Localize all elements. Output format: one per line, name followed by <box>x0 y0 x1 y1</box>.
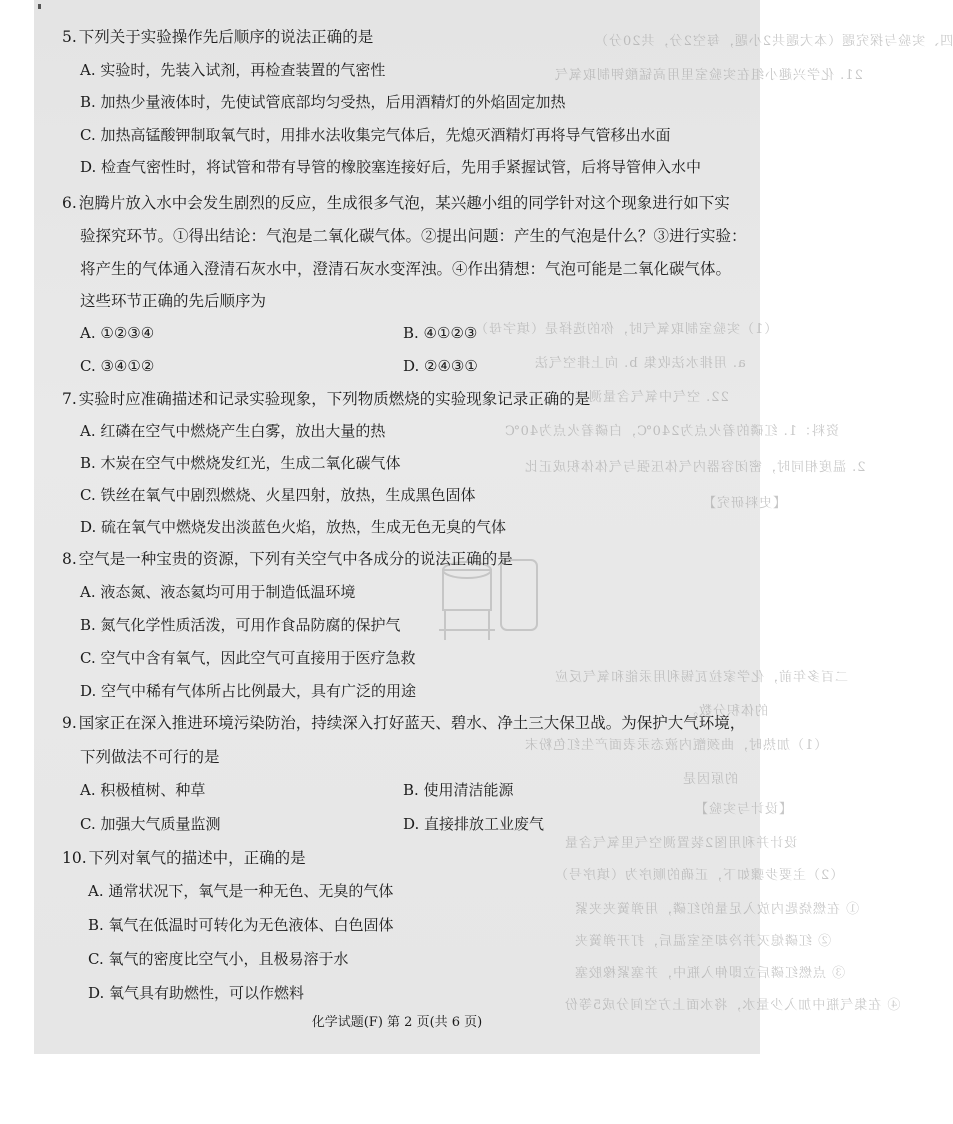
show-through: 资料：1. 红磷的着火点为240℃，白磷着火点为40℃ <box>504 424 839 439</box>
show-through: 2. 温度相同时，密闭容器内气体压强与气体体积成正比 <box>524 460 866 475</box>
page-footer: 化学试题(F) 第 2 页(共 6 页) <box>311 1015 483 1030</box>
question-5-option-a: A. 实验时，先装入试剂，再检查装置的气密性 <box>80 61 386 79</box>
question-7 <box>62 389 590 409</box>
question-7-option-b: B. 木炭在空气中燃烧发红光，生成二氧化碳气体 <box>80 454 401 472</box>
question-5 <box>62 27 373 47</box>
question-6-option-b: B. ④①②③ <box>403 324 478 342</box>
question-6-option-c: C. ③④①② <box>80 357 155 375</box>
show-through: 21. 化学兴趣小组在实验室里用高锰酸钾制取氧气 <box>554 68 863 83</box>
question-6-stem-line-2: 验探究环节。①得出结论：气泡是二氧化碳气体。②提出问题：产生的气泡是什么？③进行实验： <box>80 227 747 245</box>
question-number: 8. <box>62 550 77 568</box>
question-9-option-c: C. 加强大气质量监测 <box>80 815 221 833</box>
show-through: ② 红磷熄灭并冷却至室温后，打开弹簧夹 <box>574 934 832 949</box>
show-through: 的体积分数。 <box>684 704 769 719</box>
question-8-option-b: B. 氮气化学性质活泼，可用作食品防腐的保护气 <box>80 616 401 634</box>
question-number: 6. <box>62 194 77 212</box>
question-6-option-d: D. ②④③① <box>403 357 478 375</box>
question-10-option-a: A. 通常状况下，氧气是一种无色、无臭的气体 <box>88 882 394 900</box>
show-through: ① 在燃烧匙内放入足量的红磷，用弹簧夹夹紧 <box>574 902 860 917</box>
show-through: （2）主要步骤如下，正确的顺序为（填序号） <box>554 868 844 883</box>
question-8-option-d: D. 空气中稀有气体所占比例最大，具有广泛的用途 <box>80 682 417 700</box>
question-number: 5. <box>62 28 77 46</box>
question-9 <box>62 713 745 733</box>
question-8 <box>62 549 513 569</box>
question-9-option-a: A. 积极植树、种草 <box>80 781 206 799</box>
show-through: 设计并利用图2装置测空气里氧气含量 <box>564 836 798 851</box>
question-number: 9. <box>62 714 77 732</box>
question-10-option-c: C. 氧气的密度比空气小，且极易溶于水 <box>88 950 349 968</box>
question-9-option-d: D. 直接排放工业废气 <box>403 815 545 833</box>
question-stem: 空气是一种宝贵的资源，下列有关空气中各成分的说法正确的是 <box>78 550 513 568</box>
question-6-stem-line-4: 这些环节正确的先后顺序为 <box>80 292 267 310</box>
question-stem: 下列对氧气的描述中，正确的是 <box>88 849 306 867</box>
question-5-option-d: D. 检查气密性时，将试管和带有导管的橡胶塞连接好后，先用手紧握试管，后将导管伸入水中 <box>80 158 702 176</box>
question-5-option-c: C. 加热高锰酸钾制取氧气时，用排水法收集完气体后，先熄灭酒精灯再将导气管移出水面 <box>80 126 671 144</box>
question-7-option-c: C. 铁丝在氧气中剧烈燃烧、火星四射，放热，生成黑色固体 <box>80 486 476 504</box>
question-number: 7. <box>62 390 77 408</box>
question-8-option-c: C. 空气中含有氧气，因此空气可直接用于医疗急救 <box>80 649 416 667</box>
question-10 <box>62 848 306 868</box>
question-stem: 泡腾片放入水中会发生剧烈的反应，生成很多气泡，某兴趣小组的同学针对这个现象进行如下实 <box>78 194 730 212</box>
show-through: 【设计与实验】 <box>694 802 793 817</box>
show-through: 二百多年前，化学家拉瓦锡利用汞能和氧气反应 <box>554 670 849 685</box>
question-7-option-d: D. 硫在氧气中燃烧发出淡蓝色火焰，放热，生成无色无臭的气体 <box>80 518 507 536</box>
question-7-option-a: A. 红磷在空气中燃烧产生白雾，放出大量的热 <box>80 422 386 440</box>
question-number: 10. <box>62 849 87 867</box>
show-through: （1）加热时，曲颈甑内液态汞表面产生红色粉末 <box>524 738 828 753</box>
question-9-option-b: B. 使用清洁能源 <box>403 781 514 799</box>
show-through: 【史料研究】 <box>702 496 787 511</box>
show-through: ③ 点燃红磷后立即伸入瓶中，并塞紧橡胶塞 <box>574 966 846 981</box>
show-through: 四、实验与探究题（本大题共2小题，每空2分，共20分） <box>594 34 953 49</box>
question-6-stem-line-3: 将产生的气体通入澄清石灰水中，澄清石灰水变浑浊。④作出猜想：气泡可能是二氧化碳气体。 <box>80 260 732 278</box>
show-through: 22. 空气中氧气含量测定 <box>574 390 729 405</box>
question-stem: 下列关于实验操作先后顺序的说法正确的是 <box>78 28 374 46</box>
question-10-option-b: B. 氧气在低温时可转化为无色液体、白色固体 <box>88 916 394 934</box>
question-10-option-d: D. 氧气具有助燃性，可以作燃料 <box>88 984 305 1002</box>
show-through: 的原因是 <box>682 772 739 787</box>
show-through: a. 用排水法收集 b. 向上排空气法 <box>534 356 746 371</box>
show-through: （1）实验室制取氧气时，你的选择是（填字母） <box>474 322 778 337</box>
question-9-stem-line-2: 下列做法不可行的是 <box>80 748 220 766</box>
question-6-option-a: A. ①②③④ <box>80 324 155 342</box>
question-stem: 实验时应准确描述和记录实验现象，下列物质燃烧的实验现象记录正确的是 <box>78 390 591 408</box>
question-5-option-b: B. 加热少量液体时，先使试管底部均匀受热，后用酒精灯的外焰固定加热 <box>80 93 566 111</box>
question-6 <box>62 193 730 213</box>
show-through: ④ 在集气瓶中加入少量水，将水面上方空间分成5等份 <box>564 998 901 1013</box>
question-8-option-a: A. 液态氮、液态氦均可用于制造低温环境 <box>80 583 356 601</box>
question-stem: 国家正在深入推进环境污染防治，持续深入打好蓝天、碧水、净土三大保卫战。为保护大气环境， <box>78 714 746 732</box>
